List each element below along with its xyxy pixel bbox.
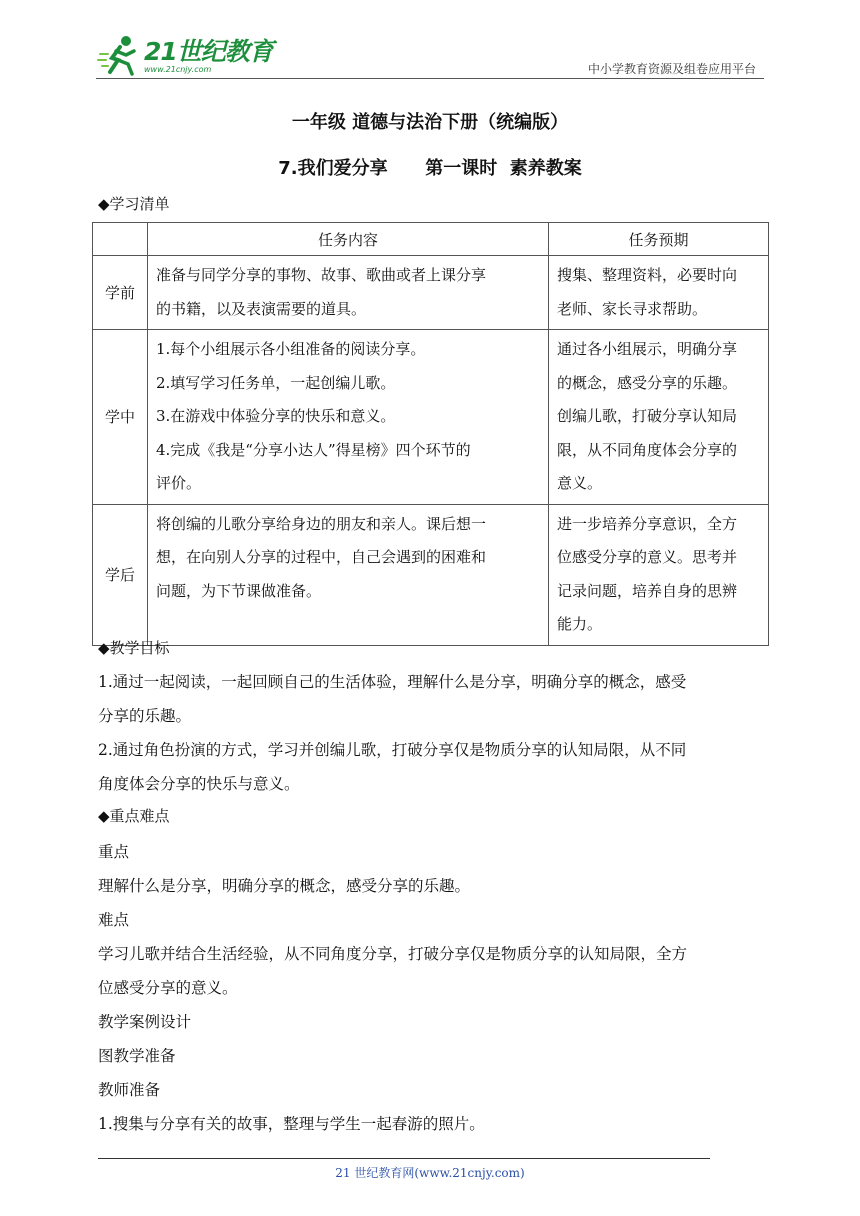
expectation-cell (549, 330, 769, 505)
expectation-line: 意义。 (557, 474, 603, 492)
platform-name: 中小学教育资源及组卷应用平台 (587, 62, 756, 76)
logo-url: www.21cnjy.com (144, 64, 212, 74)
table-header-expectation: 任务预期 (549, 223, 769, 256)
header-divider (96, 78, 764, 79)
objective-line: 分享的乐趣。 (98, 707, 192, 725)
lesson-title: 7.我们爱分享 第一课时 素养教案 (278, 158, 582, 179)
difficulty-label: 难点 (98, 911, 130, 929)
page-header (96, 32, 764, 80)
study-list-table (92, 222, 769, 646)
prep-heading: 图教学准备 (98, 1047, 176, 1065)
document-title: 一年级 道德与法治下册（统编版） (291, 112, 569, 133)
expectation-line: 的概念，感受分享的乐趣。 (557, 373, 738, 392)
objective-line: 2.通过角色扮演的方式，学习并创编儿歌，打破分享仅是物质分享的认知局限，从不同 (98, 741, 687, 759)
expectation-line: 老师、家长寻求帮助。 (557, 299, 708, 318)
task-line: 3.在游戏中体验分享的快乐和意义。 (156, 407, 396, 425)
expectation-line: 能力。 (557, 615, 603, 633)
task-line: 评价。 (156, 474, 202, 492)
task-line: 的书籍，以及表演需要的道具。 (156, 299, 367, 318)
table-row (93, 504, 769, 645)
objective-line: 1.通过一起阅读，一起回顾自己的生活体验，理解什么是分享，明确分享的概念，感受 (98, 673, 687, 691)
teacher-prep-heading: 教师准备 (98, 1081, 161, 1099)
logo-title: 21世纪教育 (144, 36, 273, 66)
expectation-line: 记录问题，培养自身的思辨 (557, 581, 738, 600)
footer-link[interactable]: 21 世纪教育网(www.21cnjy.com) (335, 1166, 525, 1180)
table-header-stage (93, 223, 148, 256)
task-line: 问题，为下节课做准备。 (156, 581, 322, 600)
stage-cell: 学前 (93, 256, 148, 330)
objectives-list (98, 665, 764, 801)
table-row (93, 256, 769, 330)
task-line: 4.完成《我是“分享小达人”得星榜》四个环节的 (156, 440, 471, 459)
expectation-line: 搜集、整理资料，必要时向 (557, 266, 738, 284)
section-heading-objectives: ◆教学目标 (98, 639, 170, 657)
teacher-prep-item: 1.搜集与分享有关的故事，整理与学生一起春游的照片。 (98, 1115, 485, 1133)
design-heading: 教学案例设计 (98, 1013, 192, 1031)
task-line: 将创编的儿歌分享给身边的朋友和亲人。课后想一 (156, 514, 487, 533)
task-line: 准备与同学分享的事物、故事、歌曲或者上课分享 (156, 266, 487, 284)
expectation-cell (549, 256, 769, 330)
task-cell (148, 256, 549, 330)
section-heading-study-list: ◆学习清单 (98, 195, 170, 213)
focus-text: 理解什么是分享，明确分享的概念，感受分享的乐趣。 (98, 877, 471, 895)
expectation-line: 进一步培养分享意识，全方 (557, 514, 738, 533)
expectation-line: 创编儿歌，打破分享认知局 (557, 407, 738, 425)
expectation-line: 位感受分享的意义。思考并 (557, 548, 738, 566)
table-row (93, 330, 769, 505)
stage-cell: 学中 (93, 330, 148, 505)
table-header-task: 任务内容 (148, 223, 549, 256)
site-logo[interactable] (96, 34, 273, 78)
runner-logo-icon (96, 34, 142, 78)
footer-divider (98, 1158, 710, 1159)
task-cell (148, 504, 549, 645)
task-line: 2.填写学习任务单，一起创编儿歌。 (156, 373, 396, 392)
task-line: 1.每个小组展示各小组准备的阅读分享。 (156, 340, 426, 358)
expectation-cell (549, 504, 769, 645)
difficulty-text-line: 学习儿歌并结合生活经验，从不同角度分享，打破分享仅是物质分享的认知局限，全方 (98, 945, 688, 963)
task-line: 想，在向别人分享的过程中，自己会遇到的困难和 (156, 548, 487, 566)
difficulty-text-line: 位感受分享的意义。 (98, 979, 238, 997)
task-cell (148, 330, 549, 505)
section-heading-key-points: ◆重点难点 (98, 807, 170, 825)
table-header-row (93, 223, 769, 256)
key-points-body (98, 835, 764, 1141)
stage-cell: 学后 (93, 504, 148, 645)
objective-line: 角度体会分享的快乐与意义。 (98, 775, 300, 793)
focus-label: 重点 (98, 843, 130, 861)
expectation-line: 通过各小组展示，明确分享 (557, 340, 738, 358)
expectation-line: 限，从不同角度体会分享的 (557, 440, 738, 459)
